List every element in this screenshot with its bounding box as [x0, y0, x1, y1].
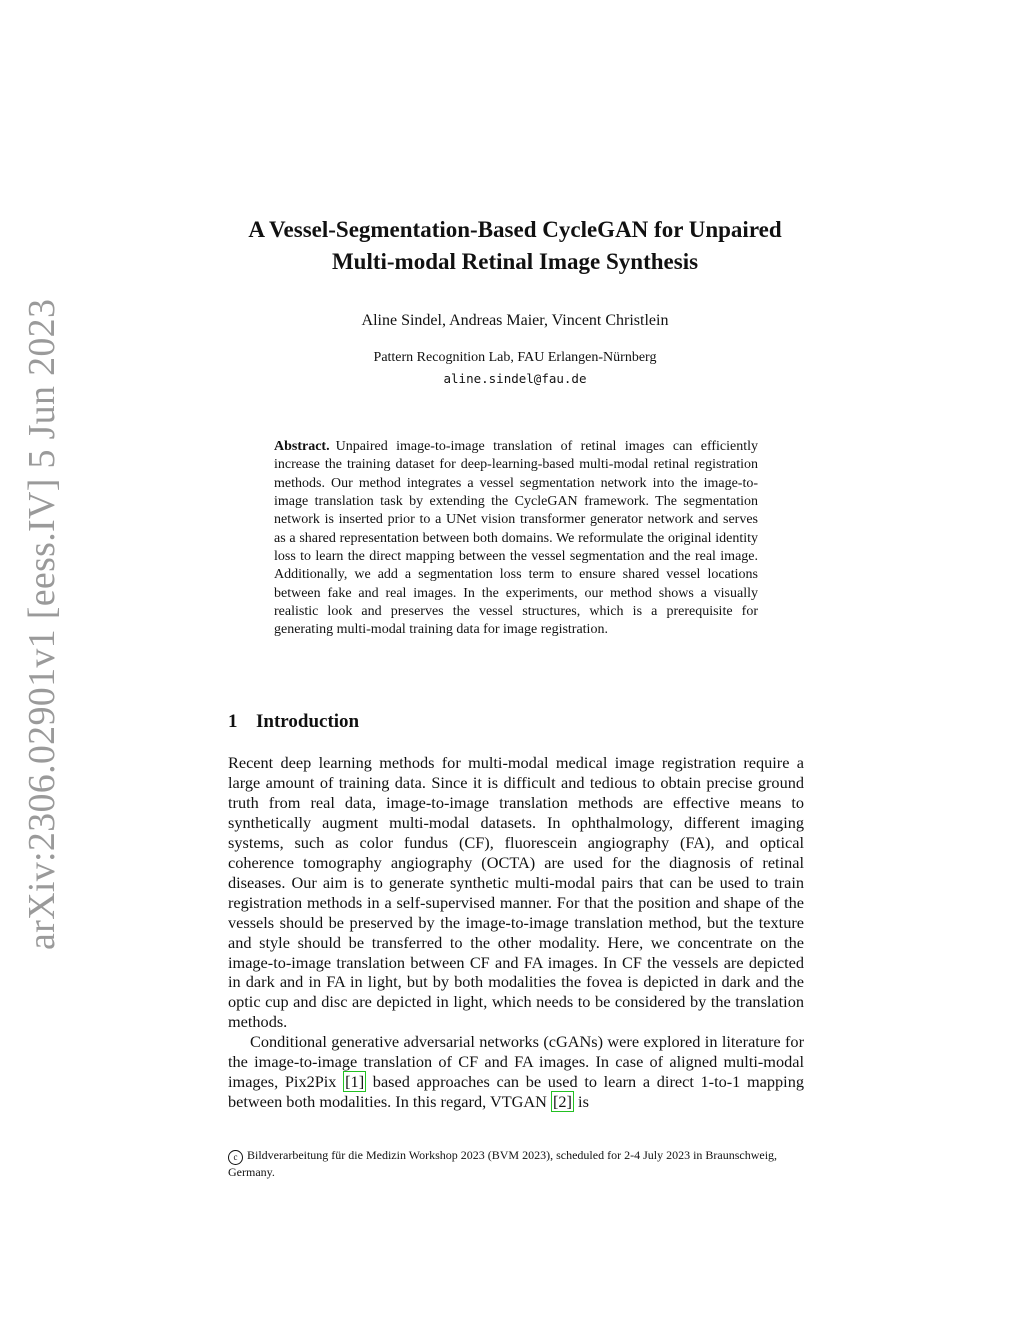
copyright-icon: c: [228, 1150, 243, 1165]
citation-link-1[interactable]: [1]: [345, 1072, 365, 1092]
affiliation: Pattern Recognition Lab, FAU Erlangen-Nürnberg: [373, 350, 657, 365]
author-list: Aline Sindel, Andreas Maier, Vincent Christlein: [361, 312, 669, 329]
intro-paragraph-2: [228, 1032, 804, 1112]
section-heading-introduction: [228, 711, 359, 733]
copyright-footnote: [228, 1148, 804, 1180]
section-number: 1: [228, 711, 238, 732]
abstract: [274, 438, 758, 640]
paper-title-line-2: Multi-modal Retinal Image Synthesis: [331, 249, 699, 274]
section-title: Introduction: [256, 711, 360, 732]
paragraph-2-text-b: based approaches can be used to learn a direct 1-to-1 mapping between both modalities. In this regard, VTGAN: [228, 1072, 804, 1112]
intro-paragraph-1: Recent deep learning methods for multi-modal medical image registration require a large amount of training data. Since it is difficult and tedious to obtain precise ground truth from real data, image-to-image translation methods are effective means to synthetically augment multi-modal datasets. In ophthalmology, different imaging systems, such as color fundus (CF), fluorescein angiography (FA), and optical coherence tomography angiography (OCTA) are used for the diagnosis of retinal diseases. Our aim is to generate synthetic multi-modal pairs that can be used to train registration methods in a self-supervised manner. For that the position and shape of the vessels should be preserved by the image-to-image translation method, but the texture and style should be transferred to the other modality. Here, we concentrate on the image-to-image translation between CF and FA images. In CF the vessels are depicted in dark and in FA in light, but by both modalities the fovea is depicted in dark and the optic cup and disc are depicted in light, which needs to be considered by the translation methods.: [228, 753, 804, 1032]
introduction-body: [228, 753, 804, 1112]
paragraph-2-text-c: is: [573, 1092, 589, 1112]
footnote-text: Bildverarbeitung für die Medizin Workshop 2023 (BVM 2023), scheduled for 2-4 July 2023 in Braunschweig, Germany.: [228, 1148, 778, 1179]
paper-title: [180, 214, 850, 278]
paragraph-2-text-a: Conditional generative adversarial networks (cGANs) were explored in literature for the image-to-image translation of CF and FA images. In case of aligned multi-modal images, Pix2Pix: [228, 1032, 804, 1092]
abstract-label: Abstract.: [274, 439, 330, 454]
citation-link-2[interactable]: [2]: [553, 1092, 572, 1112]
arxiv-identifier-stamp: arXiv:2306.02901v1 [eess.IV] 5 Jun 2023: [21, 298, 63, 950]
paper-title-line-1: A Vessel-Segmentation-Based CycleGAN for Unpaired: [248, 217, 782, 242]
abstract-text: Unpaired image-to-image translation of retinal images can efficiently increase the training dataset for deep-learning-based multi-modal retinal registration methods. Our method integrates a vessel segmentation network into the image-to-image translation task by extending the CycleGAN framework. The segmentation network is inserted prior to a UNet vision transformer generator network and serves as a shared representation between both domains. We reformulate the original identity loss to learn the direct mapping between the vessel segmentation and the real image. Additionally, we add a segmentation loss term to ensure shared vessel locations between fake and real images. In the experiments, our method shows a visually realistic look and preserves the vessel structures, which is a prerequisite for generating multi-modal training data for image registration.: [274, 439, 758, 638]
author-email[interactable]: aline.sindel@fau.de: [443, 371, 587, 386]
